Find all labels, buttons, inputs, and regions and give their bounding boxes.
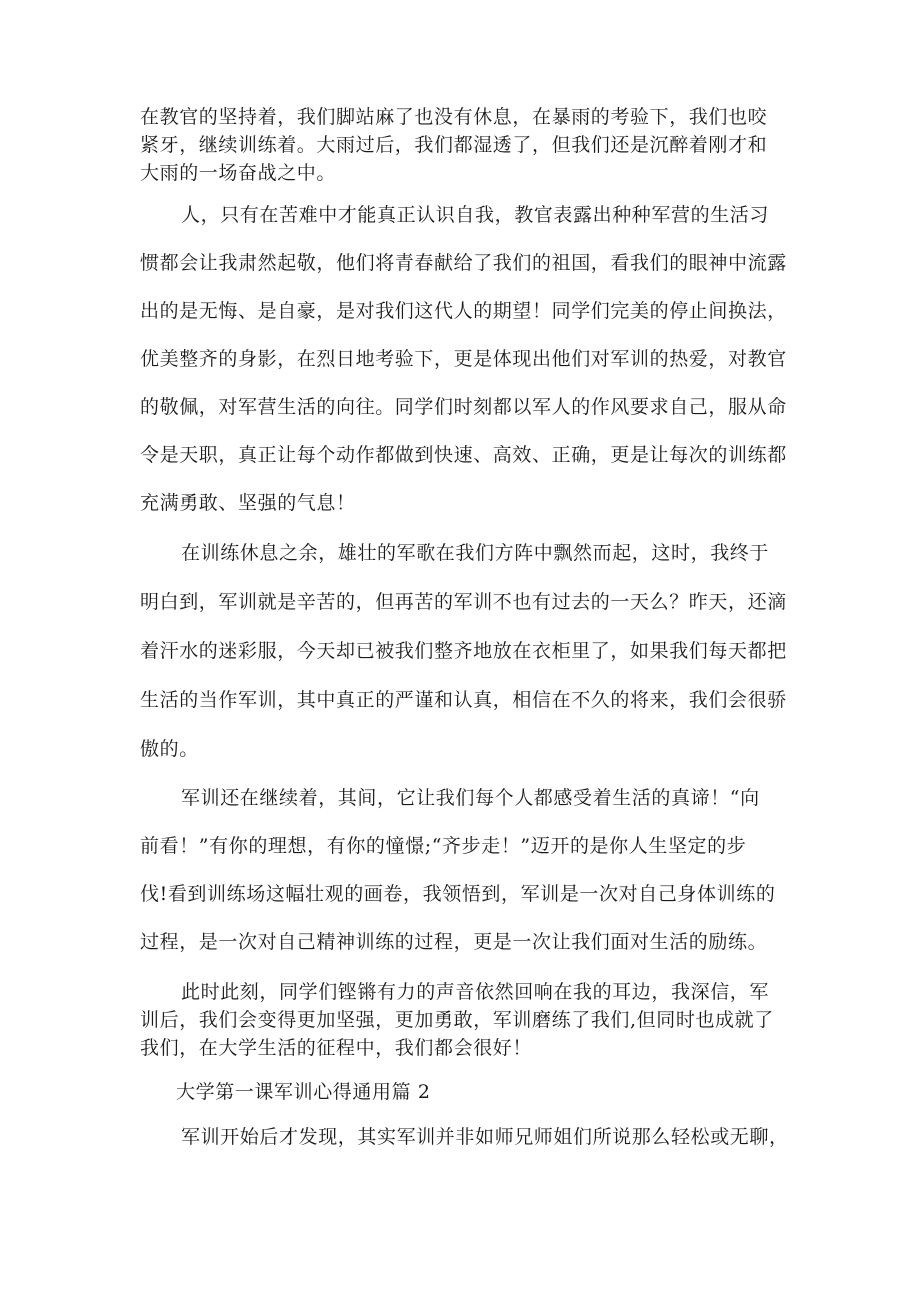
section-heading: 大学第一课军训心得通用篇 2 [176,1081,431,1103]
text-line: 傲的。 [140,738,199,760]
text-line: 我们，在大学生活的征程中，我们都会很好！ [140,1037,533,1059]
text-line: 在教官的坚持着，我们脚站麻了也没有休息，在暴雨的考验下，我们也咬 [140,106,768,128]
text-line: 出的是无悔、是自豪，是对我们这代人的期望！同学们完美的停止间换法， [140,300,787,322]
text-line: 明白到，军训就是辛苦的，但再苦的军训不也有过去的一天么？昨天，还滴 [140,591,787,613]
text-line: 大雨的一场奋战之中。 [140,162,337,184]
text-line: 紧牙，继续训练着。大雨过后，我们都湿透了，但我们还是沉醉着刚才和 [140,134,768,156]
text-line: 的敬佩，对军营生活的向往。同学们时刻都以军人的作风要求自己，服从命 [140,396,787,418]
text-line: 军训开始后才发现，其实军训并非如师兄师姐们所说那么轻松或无聊， [181,1126,789,1148]
text-line: 在训练休息之余，雄壮的军歌在我们方阵中飘然而起，这时，我终于 [181,542,770,564]
text-line: 令是天职，真正让每个动作都做到快速、高效、正确，更是让每次的训练都 [140,444,787,466]
text-line: 惯都会让我肃然起敬，他们将青春献给了我们的祖国，看我们的眼神中流露 [140,252,787,274]
text-line: 生活的当作军训，其中真正的严谨和认真，相信在不久的将来，我们会很骄 [140,689,787,711]
text-line: 训后，我们会变得更加坚强，更加勇敢，军训磨练了我们,但同时也成就了 [140,1009,774,1031]
text-line: 伐!看到训练场这幅壮观的画卷，我领悟到，军训是一次对自己身体训练的 [140,883,776,905]
text-line: 过程，是一次对自己精神训练的过程，更是一次让我们面对生活的励练。 [140,931,768,953]
text-line: 军训还在继续着，其间，它让我们每个人都感受着生活的真谛！“向 [181,787,760,809]
text-line: 前看！”有你的理想，有你的憧憬;“齐步走！”迈开的是你人生坚定的步 [140,835,747,857]
text-line: 此时此刻，同学们铿锵有力的声音依然回响在我的耳边，我深信，军 [181,981,770,1003]
text-line: 人，只有在苦难中才能真正认识自我，教官表露出种种军营的生活习 [181,204,770,226]
text-line: 着汗水的迷彩服，今天却已被我们整齐地放在衣柜里了，如果我们每天都把 [140,640,787,662]
text-line: 充满勇敢、坚强的气息！ [140,492,356,514]
text-line: 优美整齐的身影，在烈日地考验下，更是体现出他们对军训的热爱，对教官 [140,348,787,370]
